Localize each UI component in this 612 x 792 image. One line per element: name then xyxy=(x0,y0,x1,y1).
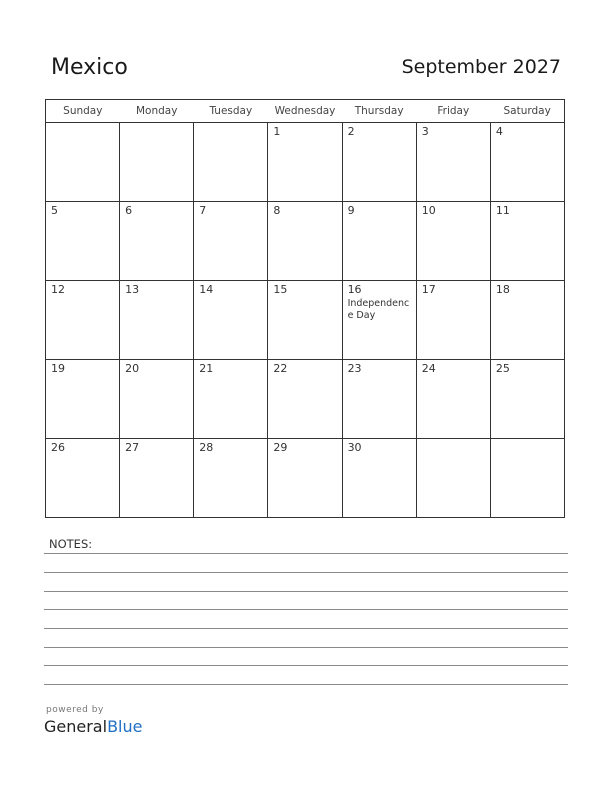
brand-blue: Blue xyxy=(107,717,143,736)
calendar-day-cell xyxy=(46,123,120,202)
weekday-header: Sunday xyxy=(46,100,120,123)
day-number: 1 xyxy=(273,125,281,138)
month-year-title: September 2027 xyxy=(401,56,561,78)
generalblue-logo xyxy=(44,717,142,736)
day-number: 24 xyxy=(421,362,436,375)
day-number: 6 xyxy=(125,204,133,217)
brand-general: General xyxy=(44,717,108,736)
holiday-label: Independence Day xyxy=(347,298,410,321)
note-line xyxy=(44,553,568,554)
calendar-day-cell xyxy=(46,202,120,281)
note-line xyxy=(44,628,568,629)
day-number: 13 xyxy=(125,283,140,296)
day-number: 30 xyxy=(347,441,362,454)
calendar-day-cell xyxy=(194,360,268,439)
calendar-day-cell xyxy=(268,202,342,281)
calendar-day-cell xyxy=(46,360,120,439)
calendar-week-row xyxy=(46,281,565,360)
calendar-week-row xyxy=(46,202,565,281)
calendar-day-cell xyxy=(416,123,490,202)
calendar-day-cell xyxy=(120,360,194,439)
day-number: 27 xyxy=(125,441,140,454)
day-number: 5 xyxy=(51,204,58,217)
weekday-header: Thursday xyxy=(342,100,416,123)
day-number: 15 xyxy=(273,283,288,296)
calendar-day-cell xyxy=(194,202,268,281)
calendar-day-cell xyxy=(490,281,564,360)
day-number: 17 xyxy=(421,283,436,296)
weekday-header: Tuesday xyxy=(194,100,268,123)
note-line xyxy=(44,572,568,573)
note-line xyxy=(44,647,568,648)
day-number: 4 xyxy=(495,125,503,138)
calendar-day-cell xyxy=(268,123,342,202)
calendar-week-row xyxy=(46,123,565,202)
calendar-day-cell xyxy=(194,281,268,360)
calendar-day-cell xyxy=(416,360,490,439)
calendar-day-cell xyxy=(416,281,490,360)
day-number: 20 xyxy=(125,362,140,375)
calendar-week-row xyxy=(46,439,565,518)
calendar-day-cell xyxy=(268,360,342,439)
day-number: 16 xyxy=(347,283,362,296)
calendar-day-cell xyxy=(342,360,416,439)
day-number: 28 xyxy=(199,441,214,454)
day-number: 12 xyxy=(51,283,65,296)
notes-label: NOTES: xyxy=(49,537,93,551)
day-number: 7 xyxy=(199,204,207,217)
calendar-day-cell xyxy=(120,202,194,281)
calendar-day-cell xyxy=(342,202,416,281)
day-number: 11 xyxy=(495,204,510,217)
calendar-day-cell xyxy=(342,123,416,202)
calendar-day-cell xyxy=(342,439,416,518)
day-number: 19 xyxy=(51,362,65,375)
day-number: 22 xyxy=(273,362,288,375)
calendar-day-cell xyxy=(194,439,268,518)
day-number: 8 xyxy=(273,204,281,217)
day-number: 10 xyxy=(421,204,436,217)
calendar-day-cell xyxy=(342,281,416,360)
note-line xyxy=(44,591,568,592)
calendar-day-cell xyxy=(416,202,490,281)
calendar-day-cell xyxy=(490,360,564,439)
day-number: 2 xyxy=(347,125,355,138)
calendar-day-cell xyxy=(490,202,564,281)
day-number: 18 xyxy=(495,283,510,296)
day-number: 3 xyxy=(421,125,429,138)
calendar-day-cell xyxy=(120,123,194,202)
day-number: 25 xyxy=(495,362,510,375)
weekday-header-row xyxy=(46,100,565,123)
calendar-day-cell xyxy=(268,439,342,518)
calendar-day-cell xyxy=(194,123,268,202)
calendar-week-row xyxy=(46,360,565,439)
calendar-day-cell xyxy=(416,439,490,518)
powered-by-text: powered by xyxy=(46,705,104,715)
calendar-body xyxy=(46,123,565,518)
weekday-header: Friday xyxy=(416,100,490,123)
day-number: 14 xyxy=(199,283,214,296)
note-line xyxy=(44,665,568,666)
note-line xyxy=(44,609,568,610)
day-number: 26 xyxy=(51,441,65,454)
calendar-grid xyxy=(45,99,565,518)
calendar-day-cell xyxy=(120,281,194,360)
calendar-day-cell xyxy=(46,439,120,518)
calendar-day-cell xyxy=(490,439,564,518)
calendar-day-cell xyxy=(120,439,194,518)
calendar-day-cell xyxy=(46,281,120,360)
note-line xyxy=(44,684,568,685)
day-number: 23 xyxy=(347,362,362,375)
day-number: 21 xyxy=(199,362,214,375)
weekday-header: Wednesday xyxy=(268,100,342,123)
weekday-header: Monday xyxy=(120,100,194,123)
country-title: Mexico xyxy=(51,55,128,80)
day-number: 29 xyxy=(273,441,288,454)
calendar-day-cell xyxy=(490,123,564,202)
weekday-header: Saturday xyxy=(490,100,564,123)
day-number: 9 xyxy=(347,204,355,217)
calendar-day-cell xyxy=(268,281,342,360)
